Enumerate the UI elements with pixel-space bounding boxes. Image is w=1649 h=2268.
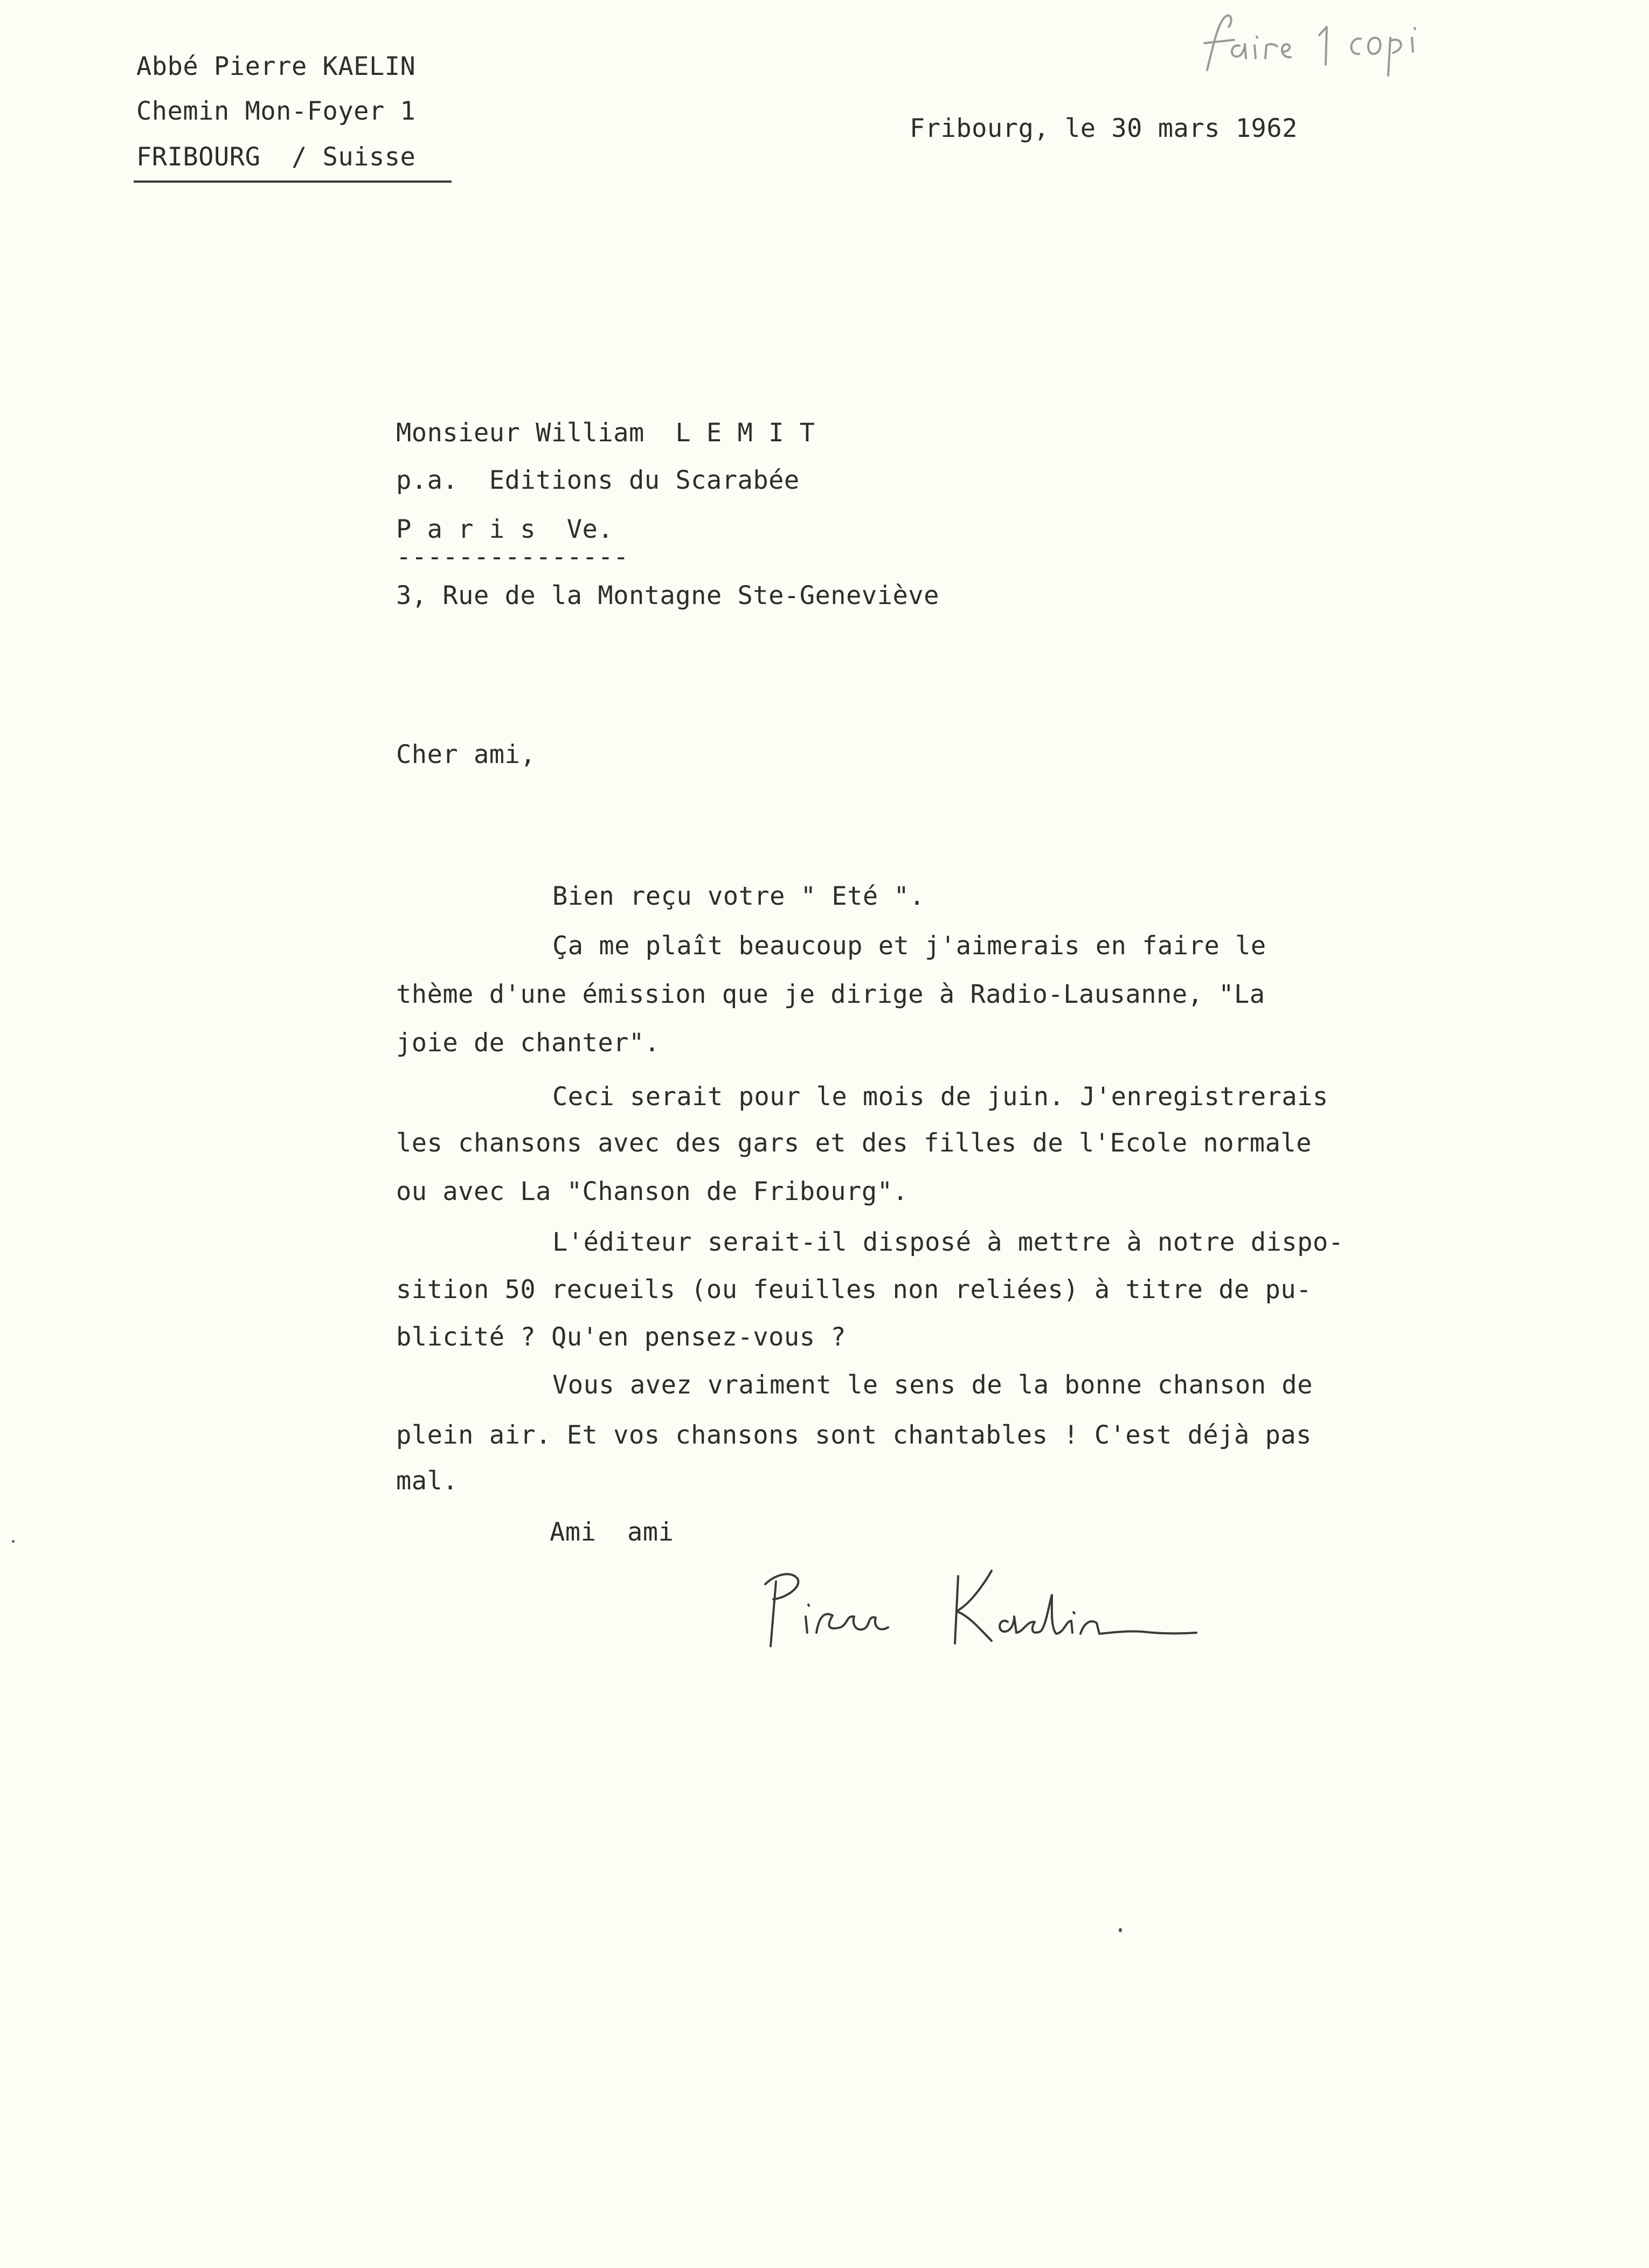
- sender-city: FRIBOURG / Suisse: [136, 142, 416, 172]
- body-line: Ceci serait pour le mois de juin. J'enregistrerais: [552, 1082, 1328, 1112]
- paper-speck: [12, 1540, 15, 1543]
- recipient-street: 3, Rue de la Montagne Ste-Geneviève: [396, 581, 939, 611]
- body-line: les chansons avec des gars et des filles de l'Ecole normale: [396, 1128, 1312, 1158]
- body-line: L'éditeur serait-il disposé à mettre à notre dispo-: [552, 1227, 1344, 1257]
- date-line: Fribourg, le 30 mars 1962: [910, 114, 1298, 143]
- recipient-city: P a r i s Ve.: [396, 515, 614, 544]
- sender-street: Chemin Mon-Foyer 1: [136, 96, 416, 126]
- handwritten-signature: [754, 1552, 1218, 1660]
- recipient-care-of: p.a. Editions du Scarabée: [396, 466, 800, 495]
- recipient-city-rule: ---------------: [396, 542, 629, 572]
- closing: Ami ami: [550, 1517, 674, 1547]
- body-line: mal.: [396, 1466, 459, 1496]
- body-line: plein air. Et vos chansons sont chantables ! C'est déjà pas: [396, 1420, 1312, 1450]
- handwritten-note: [1175, 5, 1498, 92]
- body-line: Ça me plaît beaucoup et j'aimerais en faire le: [552, 931, 1266, 961]
- body-line: Bien reçu votre " Eté ".: [552, 882, 925, 911]
- sender-underline: [134, 181, 452, 183]
- body-line: thème d'une émission que je dirige à Radio-Lausanne, "La: [396, 980, 1265, 1009]
- sender-name: Abbé Pierre KAELIN: [136, 52, 416, 81]
- salutation: Cher ami,: [396, 740, 536, 769]
- body-line: ou avec La "Chanson de Fribourg".: [396, 1177, 909, 1206]
- recipient-name: Monsieur William L E M I T: [396, 418, 815, 448]
- body-line: sition 50 recueils (ou feuilles non reliées) à titre de pu-: [396, 1275, 1312, 1305]
- body-line: Vous avez vraiment le sens de la bonne chanson de: [552, 1370, 1313, 1400]
- paper-speck: [1119, 1928, 1122, 1932]
- body-line: blicité ? Qu'en pensez-vous ?: [396, 1322, 847, 1352]
- body-line: joie de chanter".: [396, 1028, 660, 1058]
